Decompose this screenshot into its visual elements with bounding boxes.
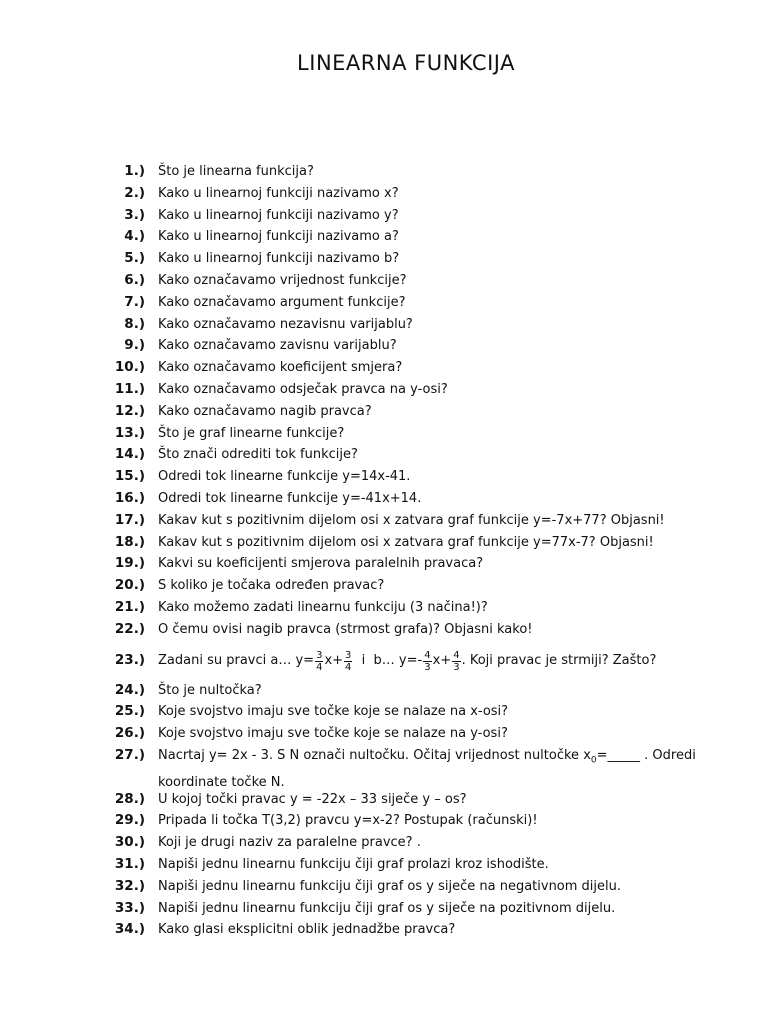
question-text: Kako označavamo odsječak pravca na y-osi? bbox=[158, 381, 448, 397]
question-text: U kojoj točki pravac y = -22x – 33 siječe y – os? bbox=[158, 791, 467, 807]
question-number: 15.) bbox=[114, 468, 145, 485]
equation-part: Zadani su pravci a… y= bbox=[158, 653, 315, 669]
question-number: 29.) bbox=[114, 812, 145, 829]
question-item bbox=[0, 270, 768, 292]
question-item bbox=[0, 466, 768, 488]
question-number: 4.) bbox=[124, 228, 145, 245]
question-number: 32.) bbox=[114, 877, 145, 894]
question-text: Kako u linearnoj funkciji nazivamo a? bbox=[158, 229, 399, 245]
fraction-numerator: 3 bbox=[345, 649, 352, 661]
question-text: Kako glasi eksplicitni oblik jednadžbe pravca? bbox=[158, 922, 456, 938]
question-number: 14.) bbox=[114, 446, 145, 463]
question-text: Kako u linearnoj funkciji nazivamo b? bbox=[158, 251, 400, 267]
question-number: 11.) bbox=[114, 380, 145, 397]
question-text: Pripada li točka T(3,2) pravcu y=x-2? Postupak (računski)! bbox=[158, 813, 538, 829]
question-text: Što je linearna funkcija? bbox=[158, 164, 314, 179]
question-text: Što je graf linearne funkcije? bbox=[158, 425, 345, 441]
question-text: Odredi tok linearne funkcije y=-41x+14. bbox=[158, 490, 422, 506]
question-number: 9.) bbox=[124, 337, 145, 354]
fraction-denominator: 4 bbox=[316, 661, 323, 673]
question-item bbox=[0, 379, 768, 401]
equation-part: x+ bbox=[432, 653, 452, 669]
fraction-numerator: 3 bbox=[316, 649, 323, 661]
question-item bbox=[0, 488, 768, 510]
question-item bbox=[0, 789, 768, 811]
question-item bbox=[0, 423, 768, 445]
question-item bbox=[0, 248, 768, 270]
question-item bbox=[0, 898, 768, 920]
equation-part: x+ bbox=[324, 653, 344, 669]
question-item bbox=[0, 314, 768, 336]
question-text: S koliko je točaka određen pravac? bbox=[158, 578, 385, 594]
question-text: Kako označavamo nezavisnu varijablu? bbox=[158, 316, 413, 332]
question-number: 10.) bbox=[114, 359, 145, 376]
question-item bbox=[0, 810, 768, 832]
question-text: Koje svojstvo imaju sve točke koje se nalaze na x-osi? bbox=[158, 704, 509, 720]
question-number: 18.) bbox=[114, 533, 145, 550]
question-item bbox=[0, 335, 768, 357]
question-text-line2: koordinate točke N. bbox=[158, 775, 285, 791]
question-text: Odredi tok linearne funkcije y=14x-41. bbox=[158, 469, 411, 485]
question-number: 2.) bbox=[124, 184, 145, 201]
equation-part: . Koji pravac je strmiji? Zašto? bbox=[461, 653, 657, 669]
question-number: 24.) bbox=[114, 681, 145, 698]
question-number: 27.) bbox=[114, 746, 145, 763]
question-number: 23.) bbox=[114, 651, 145, 668]
question-item bbox=[0, 854, 768, 876]
question-item bbox=[0, 532, 768, 554]
question-number: 12.) bbox=[114, 402, 145, 419]
question-text: Napiši jednu linearnu funkciju čiji graf prolazi kroz ishodište. bbox=[158, 856, 549, 872]
question-number: 5.) bbox=[124, 250, 145, 267]
question-text: Koje svojstvo imaju sve točke koje se nalaze na y-osi? bbox=[158, 726, 508, 742]
question-item bbox=[0, 723, 768, 745]
question-item bbox=[0, 575, 768, 597]
question-number: 31.) bbox=[114, 855, 145, 872]
question-item bbox=[0, 444, 768, 466]
fraction-numerator: 4 bbox=[424, 649, 431, 661]
question-text: Kakvi su koeficijenti smjerova paralelnih pravaca? bbox=[158, 556, 484, 572]
question-number: 8.) bbox=[124, 315, 145, 332]
question-item bbox=[0, 510, 768, 532]
question-number: 34.) bbox=[114, 921, 145, 938]
question-number: 7.) bbox=[124, 293, 145, 310]
question-text-line1-end: =_____ . Odredi bbox=[596, 747, 696, 763]
fraction bbox=[344, 650, 352, 673]
question-number: 22.) bbox=[114, 620, 145, 637]
question-item bbox=[0, 553, 768, 575]
question-item bbox=[0, 183, 768, 205]
question-text bbox=[158, 650, 656, 673]
question-list bbox=[0, 161, 768, 941]
question-text: Kako označavamo vrijednost funkcije? bbox=[158, 272, 407, 288]
question-number: 30.) bbox=[114, 834, 145, 851]
question-item bbox=[0, 641, 768, 680]
question-number: 19.) bbox=[114, 555, 145, 572]
question-item bbox=[0, 226, 768, 248]
page-title: LINEARNA FUNKCIJA bbox=[297, 51, 515, 75]
question-text-line1: Nacrtaj y= 2x - 3. S N označi nultočku. Očitaj vrijednost nultočke x bbox=[158, 747, 591, 763]
question-text: Kako možemo zadati linearnu funkciju (3 načina!)? bbox=[158, 599, 488, 615]
question-text: Kakav kut s pozitivnim dijelom osi x zatvara graf funkcije y=77x-7? Objasni! bbox=[158, 534, 654, 550]
fraction-denominator: 4 bbox=[345, 661, 352, 673]
question-text: Što je nultočka? bbox=[158, 682, 262, 698]
question-item bbox=[0, 701, 768, 723]
question-item bbox=[0, 357, 768, 379]
question-number: 16.) bbox=[114, 489, 145, 506]
question-number: 1.) bbox=[124, 163, 145, 179]
question-text: O čemu ovisi nagib pravca (strmost grafa)? Objasni kako! bbox=[158, 621, 533, 637]
question-text: Što znači odrediti tok funkcije? bbox=[158, 447, 358, 463]
question-text: Kako označavamo koeficijent smjera? bbox=[158, 360, 403, 376]
question-text: Napiši jednu linearnu funkciju čiji graf os y siječe na pozitivnom dijelu. bbox=[158, 900, 616, 916]
question-text: Kako u linearnoj funkciji nazivamo y? bbox=[158, 207, 399, 223]
question-item bbox=[0, 597, 768, 619]
fraction-numerator: 4 bbox=[453, 649, 460, 661]
fraction bbox=[452, 650, 460, 673]
question-text: Napiši jednu linearnu funkciju čiji graf os y siječe na negativnom dijelu. bbox=[158, 878, 622, 894]
question-text: Kako označavamo zavisnu varijablu? bbox=[158, 338, 397, 354]
question-number: 3.) bbox=[124, 206, 145, 223]
question-item bbox=[0, 832, 768, 854]
fraction bbox=[423, 650, 431, 673]
question-number: 28.) bbox=[114, 790, 145, 807]
question-text: Kakav kut s pozitivnim dijelom osi x zatvara graf funkcije y=-7x+77? Objasni! bbox=[158, 512, 665, 528]
equation-part: i b… y=- bbox=[353, 653, 423, 669]
question-text: Kako označavamo argument funkcije? bbox=[158, 294, 406, 310]
question-number: 26.) bbox=[114, 725, 145, 742]
question-number: 33.) bbox=[114, 899, 145, 916]
question-number: 17.) bbox=[114, 511, 145, 528]
question-text: Koji je drugi naziv za paralelne pravce? . bbox=[158, 835, 421, 851]
question-item bbox=[0, 161, 768, 183]
question-text bbox=[158, 745, 696, 794]
question-number: 25.) bbox=[114, 703, 145, 720]
question-item bbox=[0, 876, 768, 898]
fraction-denominator: 3 bbox=[424, 661, 431, 673]
question-item bbox=[0, 745, 768, 789]
subscript: 0 bbox=[590, 755, 597, 766]
question-number: 21.) bbox=[114, 598, 145, 615]
question-item bbox=[0, 292, 768, 314]
question-item bbox=[0, 619, 768, 641]
question-item bbox=[0, 919, 768, 941]
question-item bbox=[0, 680, 768, 702]
question-item bbox=[0, 205, 768, 227]
question-number: 6.) bbox=[124, 271, 145, 288]
question-text: Kako označavamo nagib pravca? bbox=[158, 403, 372, 419]
fraction bbox=[315, 650, 323, 673]
fraction-denominator: 3 bbox=[453, 661, 460, 673]
question-item bbox=[0, 401, 768, 423]
question-text: Kako u linearnoj funkciji nazivamo x? bbox=[158, 185, 399, 201]
question-number: 13.) bbox=[114, 424, 145, 441]
question-number: 20.) bbox=[114, 577, 145, 594]
